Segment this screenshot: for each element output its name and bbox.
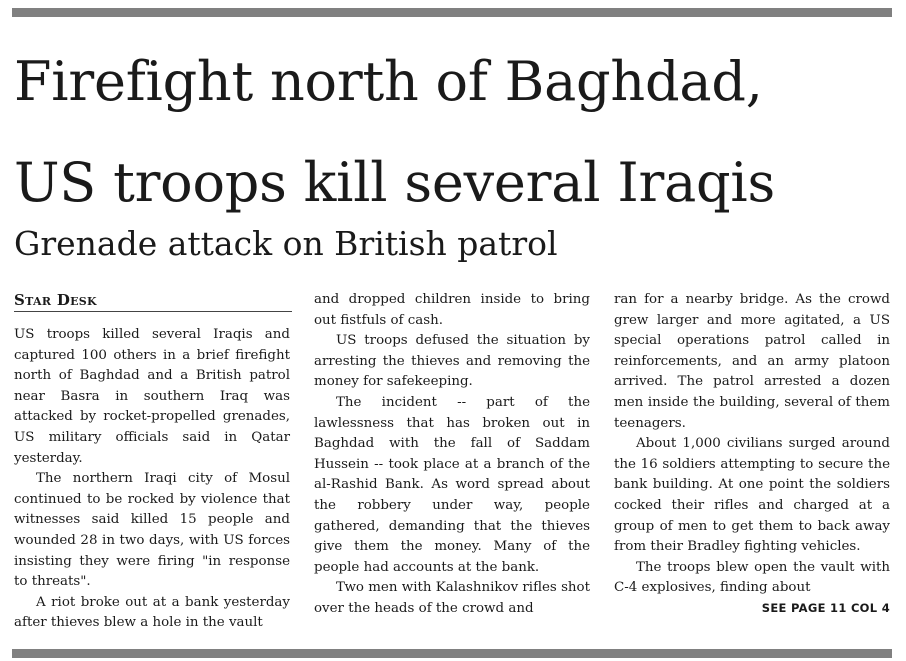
paragraph: About 1,000 civilians surged around the 16 soldiers attempting to secure the bank building. At one point the soldiers cocked their rifles and charged at a group of men to get them to back away from their Bradley fighting vehicles. xyxy=(614,436,890,555)
paragraph: US troops defused the situation by arresting the thieves and removing the money for safekeeping. xyxy=(314,333,590,390)
subheadline: Grenade attack on British patrol xyxy=(14,224,558,263)
paragraph: US troops killed several Iraqis and captured 100 others in a brief firefight north of Baghdad and a British patrol near Basra in southern Iraq was attacked by rocket-propelled grenades, US military officials said in Qatar yesterday. xyxy=(14,327,290,466)
headline-line-1: Firefight north of Baghdad, xyxy=(14,50,763,113)
paragraph: The incident -- part of the lawlessness that has broken out in Baghdad with the fall of Saddam Hussein -- took place at a branch of the al-Rashid Bank. As word spread about the robbery under way, people gathered, demanding that the thieves give them the money. Many of the people had accounts at the bank. xyxy=(314,394,590,575)
headline-line-2: US troops kill several Iraqis xyxy=(14,151,776,214)
byline: Star Desk xyxy=(14,290,292,312)
column-1 xyxy=(14,290,290,634)
bottom-rule xyxy=(12,649,892,658)
column-2 xyxy=(314,290,590,620)
paragraph: The northern Iraqi city of Mosul continued to be rocked by violence that witnesses said killed 15 people and wounded 28 in two days, with US forces insisting they were firing "in response to threats". xyxy=(14,471,290,590)
column-3 xyxy=(614,290,890,617)
paragraph: ran for a nearby bridge. As the crowd grew larger and more agitated, a US special operations patrol called in reinforcements, and an army platoon arrived. The patrol arrested a dozen men inside the building, several of them teenagers. xyxy=(614,292,890,431)
paragraph: The troops blew open the vault with C-4 explosives, finding about xyxy=(614,559,890,596)
paragraph: A riot broke out at a bank yesterday after thieves blew a hole in the vault xyxy=(14,594,290,631)
paragraph: and dropped children inside to bring out fistfuls of cash. xyxy=(314,292,590,328)
paragraph: Two men with Kalashnikov rifles shot over the heads of the crowd and xyxy=(314,580,591,616)
continued-jump-line: SEE PAGE 11 COL 4 xyxy=(761,600,890,615)
top-rule xyxy=(12,8,892,17)
